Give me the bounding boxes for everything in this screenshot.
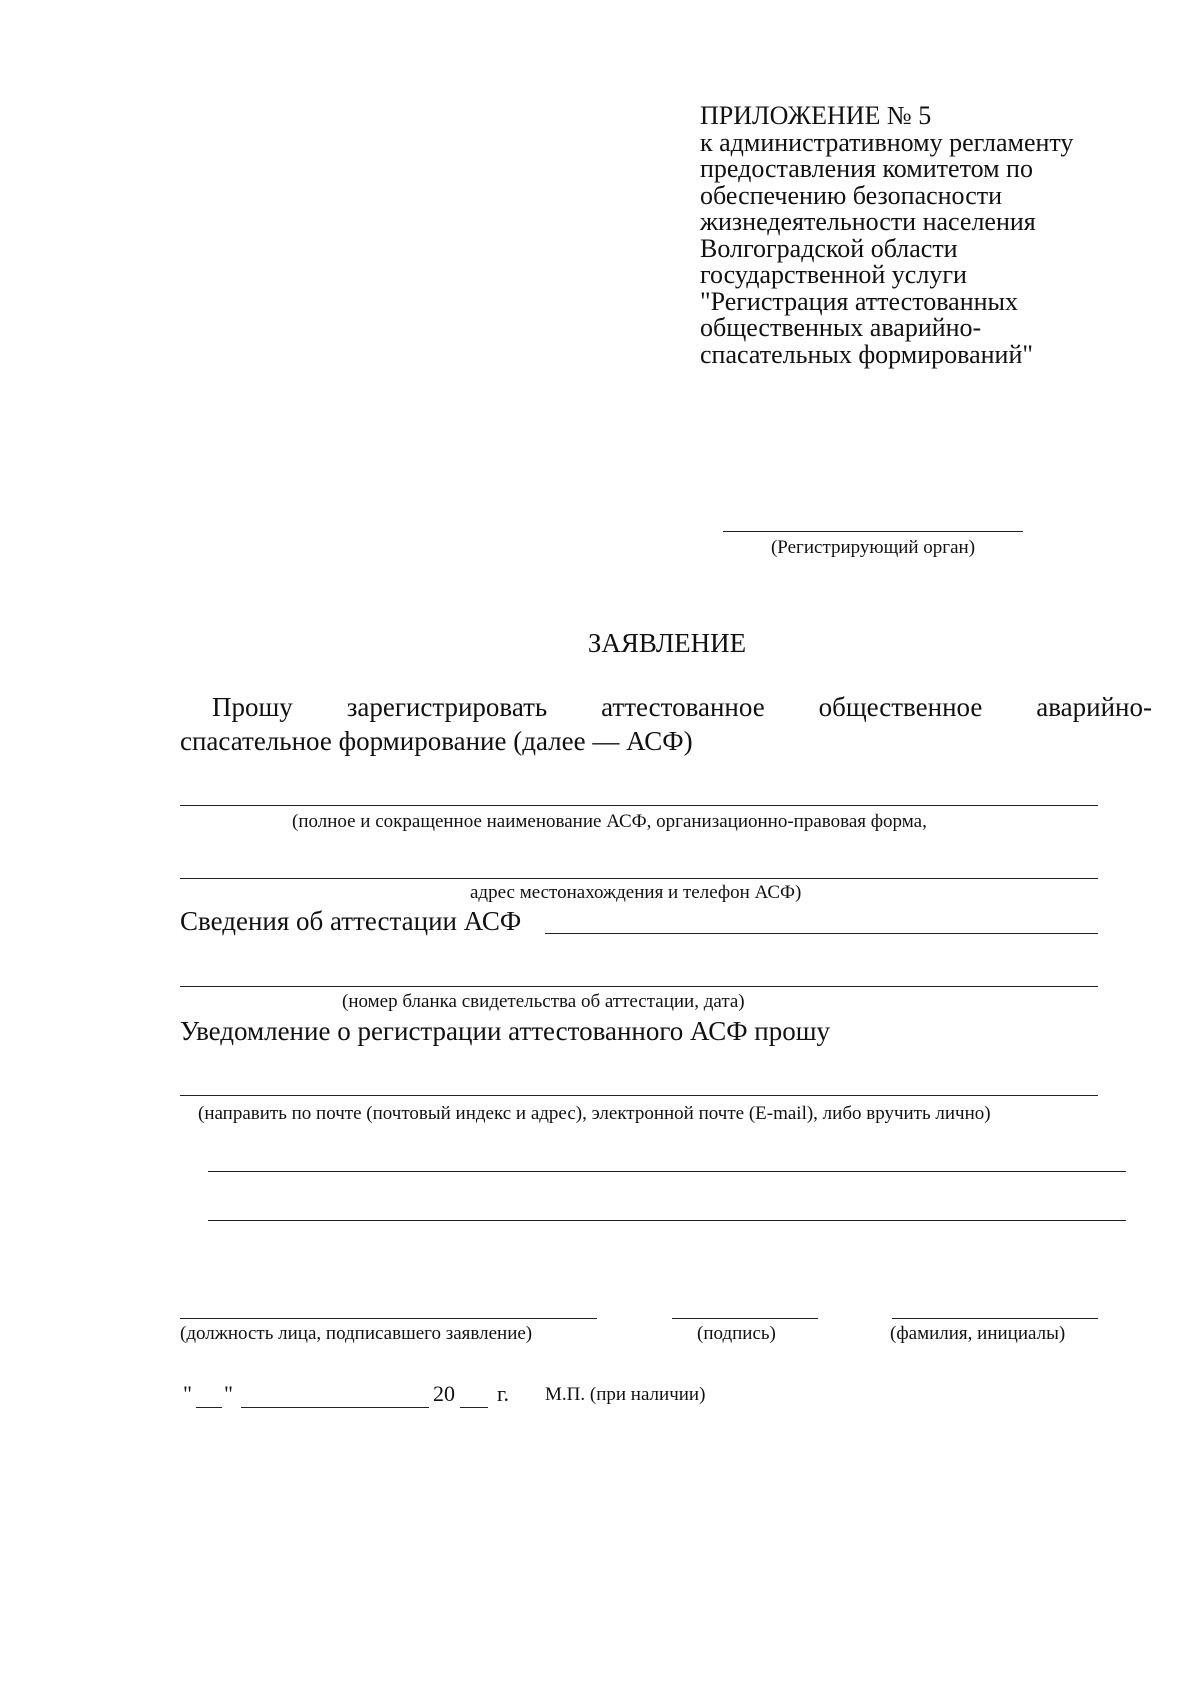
appendix-line: предоставления комитетом по	[700, 154, 1033, 183]
attestation-field-line[interactable]	[545, 933, 1098, 934]
position-caption: (должность лица, подписавшего заявление)	[180, 1323, 533, 1344]
asf-address-caption: адрес местонахождения и телефон АСФ)	[470, 882, 802, 903]
appendix-line: Волгоградской области	[700, 233, 958, 263]
notification-label: Уведомление о регистрации аттестованного АСФ прошу	[180, 1016, 831, 1046]
notification-extra-line-2[interactable]	[208, 1220, 1126, 1221]
attestation-caption: (номер бланка свидетельства об аттестации, дата)	[342, 991, 745, 1012]
intro-word: зарегистрировать	[346, 692, 548, 722]
appendix-line: обеспечению безопасности	[700, 180, 1003, 210]
full-name-line[interactable]	[892, 1318, 1098, 1319]
intro-word: Прошу	[212, 692, 293, 722]
intro-word: аварийно-	[1036, 692, 1152, 722]
form-title: ЗАЯВЛЕНИЕ	[587, 628, 747, 658]
appendix-line: общественных аварийно-	[700, 313, 982, 342]
intro-line-2: спасательное формирование (далее — АСФ)	[180, 726, 693, 756]
asf-name-caption: (полное и сокращенное наименование АСФ, организационно-правовая форма,	[292, 811, 927, 832]
appendix-line: "Регистрация аттестованных	[700, 286, 1019, 316]
attestation-label: Сведения об аттестации АСФ	[180, 906, 522, 936]
asf-name-line[interactable]	[180, 805, 1098, 806]
notification-caption: (направить по почте (почтовый индекс и адрес), электронной почте (E-mail), либо вручить лично)	[198, 1103, 991, 1124]
stamp-label: М.П. (при наличии)	[545, 1384, 706, 1405]
year-suffix: г.	[497, 1381, 510, 1406]
recipient-caption: (Регистрирующий орган)	[770, 537, 976, 558]
recipient-field-line[interactable]	[723, 531, 1023, 532]
intro-word: общественное	[818, 692, 983, 722]
appendix-line: к административному регламенту	[700, 127, 1074, 157]
signature-caption: (подпись)	[697, 1323, 776, 1344]
month-field-line[interactable]	[241, 1407, 429, 1408]
intro-word: аттестованное	[601, 692, 765, 722]
appendix-line: спасательных формирований"	[700, 339, 1033, 369]
appendix-line: государственной услуги	[700, 260, 967, 289]
appendix-line: ПРИЛОЖЕНИЕ № 5	[700, 101, 932, 130]
asf-address-line[interactable]	[180, 878, 1098, 879]
year-field-line[interactable]	[460, 1407, 488, 1408]
appendix-line: жизнедеятельности населения	[700, 207, 1036, 236]
appendix-header	[700, 103, 1160, 368]
year-prefix: 20	[433, 1381, 455, 1406]
attestation-details-line[interactable]	[180, 986, 1098, 987]
notification-method-line[interactable]	[180, 1095, 1098, 1096]
position-line[interactable]	[180, 1318, 597, 1319]
signature-line[interactable]	[672, 1318, 818, 1319]
date-quote-open: "	[183, 1381, 192, 1406]
day-field-line[interactable]	[196, 1407, 222, 1408]
full-name-caption: (фамилия, инициалы)	[890, 1323, 1066, 1344]
date-quote-close: "	[224, 1381, 233, 1406]
intro-line-1	[212, 692, 1152, 723]
notification-extra-line-1[interactable]	[208, 1171, 1126, 1172]
